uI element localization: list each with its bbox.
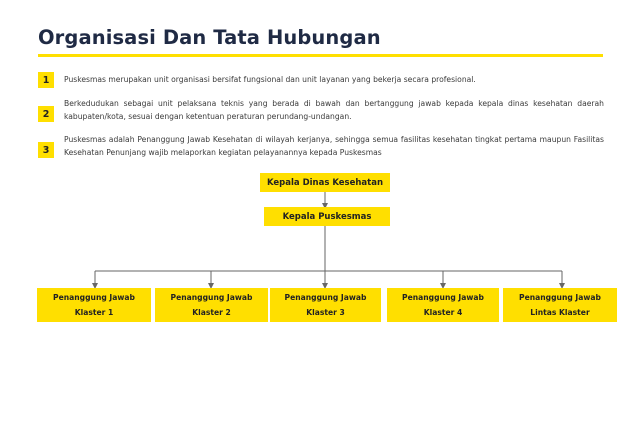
box-klaster-3-line1: Penanggung Jawab [284, 293, 367, 302]
box-lintas-klaster-line2: Lintas Klaster [530, 308, 590, 317]
box-kepala-dinas-kesehatan-label: Kepala Dinas Kesehatan [266, 177, 384, 188]
box-klaster-1 [37, 288, 151, 322]
box-klaster-4-line2: Klaster 4 [423, 308, 463, 317]
box-klaster-2-line1: Penanggung Jawab [170, 293, 253, 302]
page-title: Organisasi Dan Tata Hubungan [38, 26, 381, 49]
box-lintas-klaster [503, 288, 617, 322]
point-2-number: 2 [38, 106, 54, 122]
box-klaster-1-line2: Klaster 1 [74, 308, 114, 317]
box-kepala-dinas-kesehatan [260, 173, 390, 192]
box-klaster-3-line2: Klaster 3 [306, 308, 345, 317]
box-kepala-puskesmas [264, 207, 390, 226]
box-klaster-2-line2: Klaster 2 [192, 308, 231, 317]
point-1-text: Puskesmas merupakan unit organisasi bersifat fungsional dan unit layanan yang bekerja secara profesional. [64, 75, 476, 84]
box-kepala-puskesmas-label: Kepala Puskesmas [282, 211, 372, 222]
point-2-text: Berkedudukan sebagai unit pelaksana teknis yang berada di bawah dan bertanggung jawab kepada kepala dinas kesehatan daerah kabupaten/kota, sesuai dengan ketentuan peraturan perundang-undangan. [64, 99, 604, 121]
box-klaster-2 [155, 288, 268, 322]
box-klaster-3 [270, 288, 381, 322]
box-klaster-1-line1: Penanggung Jawab [53, 293, 135, 302]
point-1-number: 1 [38, 72, 54, 88]
box-klaster-4 [387, 288, 499, 322]
box-lintas-klaster-line1: Penanggung Jawab [519, 293, 601, 302]
box-klaster-4-line1: Penanggung Jawab [402, 293, 484, 302]
point-3-text: Puskesmas adalah Penanggung Jawab Kesehatan di wilayah kerjanya, sehingga semua fasilitas kesehatan tingkat pertama maupun Fasilitas Kesehatan Penunjang wajib melaporkan kegiatan pelayanannya kepada Puskesmas [64, 135, 604, 157]
point-3-number: 3 [38, 142, 54, 158]
